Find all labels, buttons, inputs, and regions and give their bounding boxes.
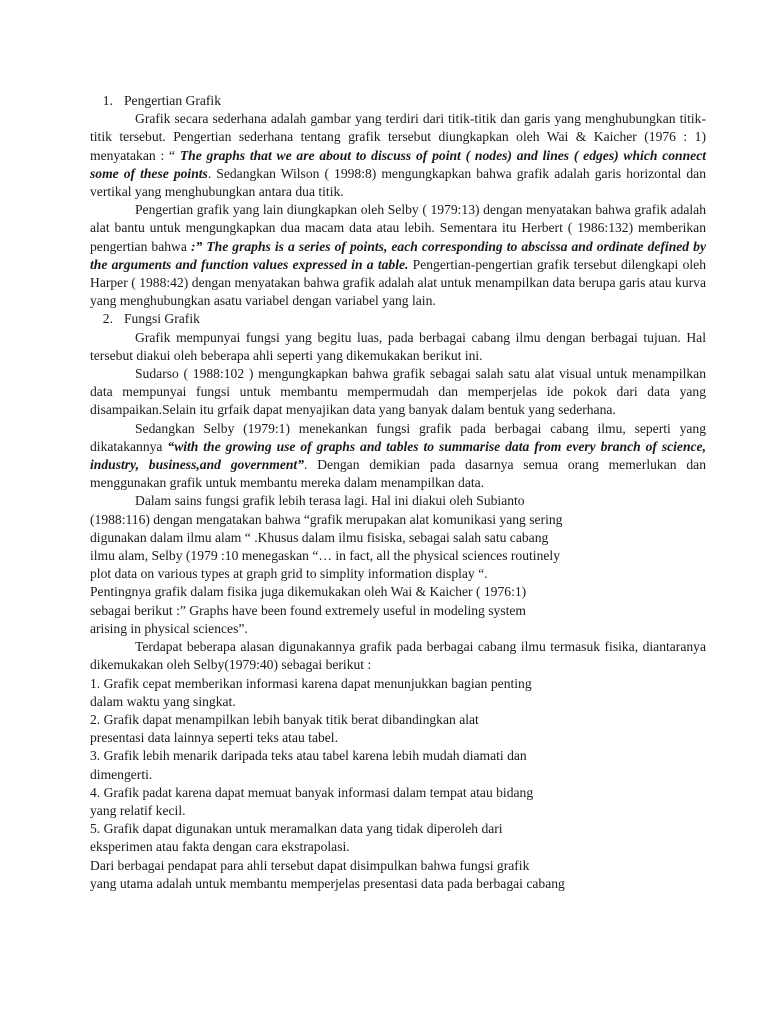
list-line: yang relatif kecil.	[90, 802, 186, 818]
list-line: 2. Grafik dapat menampilkan lebih banyak titik berat dibandingkan alat	[90, 711, 479, 727]
list-line: dimengerti.	[90, 766, 153, 782]
text-line: plot data on various types at graph grid to simplity information display “.	[90, 566, 488, 582]
text-line: ilmu alam, Selby (1979 :10 menegaskan “… in fact, all the physical sciences routinely	[90, 548, 560, 564]
paragraph-text: Sedangkan Selby (1979:1) menekankan fungsi grafik pada berbagai cabang ilmu, seperti yang dikatakannya	[90, 420, 706, 454]
paragraph-sudarso: Sudarso ( 1988:102 ) mengungkapkan bahwa grafik sebagai salah satu alat visual untuk menampilkan data mempunyai fungsi untuk membantu mempermudah dan memperjelas ide pokok dari data yang disampaikan.Selain itu grfaik dapat menyajikan data yang banyak dalam bentuk yang sederhana.	[90, 366, 706, 418]
quote-text: The graphs that we are about to discuss of point ( nodes) and lines ( edges) which connect some of these points	[90, 147, 707, 181]
text-line: yang utama adalah untuk membantu memperjelas presentasi data pada berbagai cabang	[90, 875, 565, 891]
paragraph-text: Pengertian-pengertian grafik tersebut dilengkapi oleh Harper ( 1988:42) dengan menyatakan bahwa grafik adalah alat untuk menampilkan data berupa garis atau kurva yang menghubungkan asatu variabel dengan variabel yang lain.	[90, 256, 706, 309]
list-line: presentasi data lainnya seperti teks atau tabel.	[90, 730, 338, 746]
section-title: Fungsi Grafik	[124, 311, 200, 327]
paragraph-text: . Sedangkan Wilson ( 1998:8) mengungkapkan bahwa grafik adalah garis horizontal dan vertikal yang menghubungkan antara dua titik.	[90, 165, 706, 200]
text-line: digunakan dalam ilmu alam “ .Khusus dalam ilmu fisiska, sebagai salah satu cabang	[90, 529, 549, 545]
list-line: 3. Grafik lebih menarik daripada teks atau tabel karena lebih mudah diamati dan	[90, 748, 527, 764]
paragraph-text: Pengertian grafik yang lain diungkapkan oleh Selby ( 1979:13) dengan menyatakan bahwa grafik adalah alat bantu untuk mengungkapkan dua macam data atau lebih. Sementara itu Herbert ( 1986:132) memberikan pengertian bahwa	[90, 202, 706, 254]
paragraph-definition-2	[90, 201, 706, 310]
section-heading-2	[90, 310, 706, 328]
text-line: Dari berbagai pendapat para ahli tersebut dapat disimpulkan bahwa fungsi grafik	[90, 857, 530, 873]
text-line: sebagai berikut :” Graphs have been found extremely useful in modeling system	[90, 602, 527, 618]
paragraph-selby	[90, 420, 706, 493]
section-title: Pengertian Grafik	[124, 93, 222, 108]
list-line: 5. Grafik dapat digunakan untuk meramalkan data yang tidak diperoleh dari	[90, 821, 503, 837]
paragraph-text: Grafik secara sederhana adalah gambar yang terdiri dari titik-titik dan garis yang menghubungkan titik-titik tersebut. Pengertian sederhana tentang grafik tersebut diungkapkan oleh Wai & Kaicher (1976 : 1) menyatakan : “	[90, 111, 706, 163]
paragraph-definition-1	[90, 110, 706, 201]
quote-text: :” The graphs is a series of points, each corresponding to abscissa and ordinate defined by the arguments and function values expressed in a table.	[90, 238, 706, 272]
paragraph-reasons-intro: Terdapat beberapa alasan digunakannya grafik pada berbagai cabang ilmu termasuk fisika, diantaranya dikemukakan oleh Selby(1979:40) sebagai berikut :	[90, 639, 706, 673]
text-line: arising in physical sciences”.	[90, 620, 248, 636]
text-line: (1988:116) dengan mengatakan bahwa “grafik merupakan alat komunikasi yang sering	[90, 511, 563, 527]
list-line: 1. Grafik cepat memberikan informasi karena dapat menunjukkan bagian penting	[90, 675, 532, 691]
text-line: Pentingnya grafik dalam fisika juga dikemukakan oleh Wai & Kaicher ( 1976:1)	[90, 584, 527, 600]
section-heading-1	[90, 92, 706, 110]
section-number: 2.	[102, 311, 113, 327]
text-line: Dalam sains fungsi grafik lebih terasa lagi. Hal ini diakui oleh Subianto	[135, 493, 525, 509]
list-line: 4. Grafik padat karena dapat memuat banyak informasi dalam tempat atau bidang	[90, 784, 534, 800]
science-lines-block	[90, 492, 706, 638]
paragraph-text: . Dengan demikian pada dasarnya semua orang memerlukan dan menggunakan grafik untuk membantu mereka dalam menampilkan data.	[90, 457, 706, 491]
reasons-list	[90, 675, 706, 893]
section-number: 1.	[102, 93, 113, 108]
paragraph-function-intro: Grafik mempunyai fungsi yang begitu luas, pada berbagai cabang ilmu dengan berbagai tujuan. Hal tersebut diakui oleh beberapa ahli seperti yang dikemukakan berikut ini.	[90, 329, 706, 363]
list-line: eksperimen atau fakta dengan cara ekstrapolasi.	[90, 839, 350, 855]
list-line: dalam waktu yang singkat.	[90, 693, 236, 709]
quote-text: “with the growing use of graphs and tables to summarise data from every branch of science, industry, business,and government”	[90, 438, 706, 473]
